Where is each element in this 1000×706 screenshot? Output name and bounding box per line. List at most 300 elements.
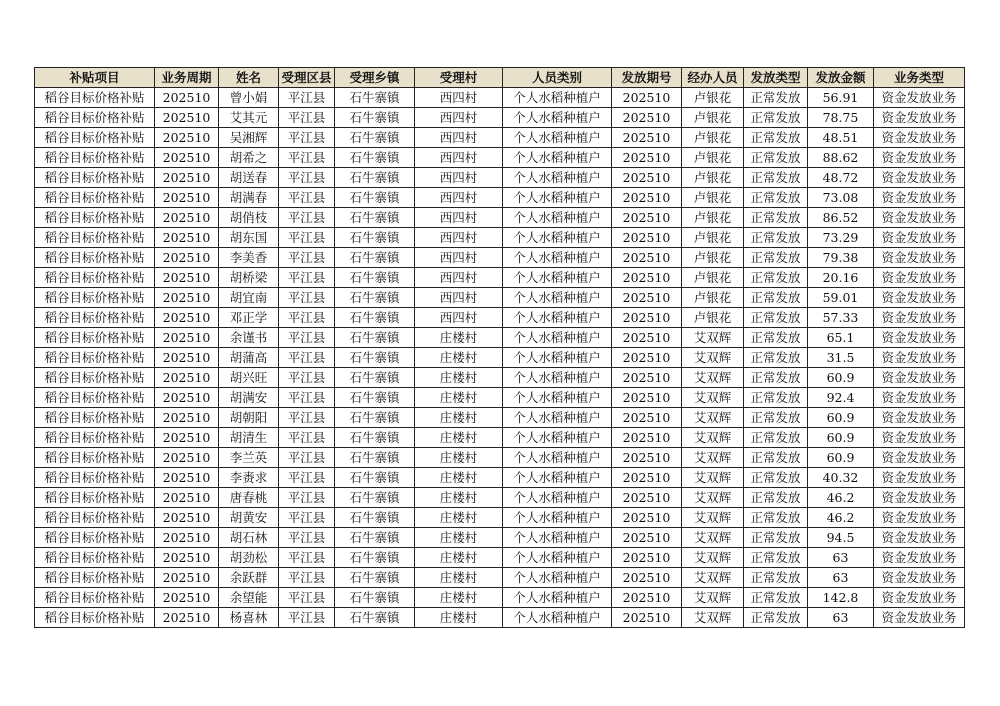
cell-issue-period: 202510 <box>612 368 682 388</box>
cell-subsidy-item: 稻谷目标价格补贴 <box>35 528 155 548</box>
cell-person-category: 个人水稻种植户 <box>503 368 612 388</box>
table-row <box>35 508 965 528</box>
cell-business-type: 资金发放业务 <box>874 188 965 208</box>
cell-village: 庄楼村 <box>415 388 503 408</box>
cell-person-category: 个人水稻种植户 <box>503 528 612 548</box>
cell-township: 石牛寨镇 <box>335 168 415 188</box>
cell-issue-type: 正常发放 <box>744 548 808 568</box>
cell-issue-type: 正常发放 <box>744 388 808 408</box>
cell-person-category: 个人水稻种植户 <box>503 588 612 608</box>
table-row <box>35 548 965 568</box>
cell-county: 平江县 <box>279 528 335 548</box>
cell-business-type: 资金发放业务 <box>874 528 965 548</box>
cell-business-type: 资金发放业务 <box>874 588 965 608</box>
cell-handler: 艾双辉 <box>682 488 744 508</box>
cell-person-category: 个人水稻种植户 <box>503 208 612 228</box>
table-row <box>35 568 965 588</box>
cell-business-type: 资金发放业务 <box>874 428 965 448</box>
cell-name: 胡希之 <box>219 148 279 168</box>
cell-business-type: 资金发放业务 <box>874 148 965 168</box>
cell-subsidy-item: 稻谷目标价格补贴 <box>35 568 155 588</box>
cell-county: 平江县 <box>279 568 335 588</box>
cell-township: 石牛寨镇 <box>335 88 415 108</box>
cell-subsidy-item: 稻谷目标价格补贴 <box>35 228 155 248</box>
cell-issue-period: 202510 <box>612 108 682 128</box>
cell-issue-period: 202510 <box>612 408 682 428</box>
cell-county: 平江县 <box>279 288 335 308</box>
cell-amount: 65.1 <box>808 328 874 348</box>
cell-name: 胡满春 <box>219 188 279 208</box>
cell-county: 平江县 <box>279 248 335 268</box>
cell-township: 石牛寨镇 <box>335 588 415 608</box>
header-subsidy-item: 补贴项目 <box>35 68 155 88</box>
cell-handler: 艾双辉 <box>682 328 744 348</box>
cell-name: 余谨书 <box>219 328 279 348</box>
cell-name: 胡劲松 <box>219 548 279 568</box>
cell-person-category: 个人水稻种植户 <box>503 128 612 148</box>
cell-issue-type: 正常发放 <box>744 208 808 228</box>
cell-issue-period: 202510 <box>612 348 682 368</box>
cell-county: 平江县 <box>279 468 335 488</box>
cell-business-type: 资金发放业务 <box>874 208 965 228</box>
cell-name: 李美香 <box>219 248 279 268</box>
table-row <box>35 428 965 448</box>
header-row <box>35 68 965 88</box>
cell-business-period: 202510 <box>155 328 219 348</box>
cell-handler: 卢银花 <box>682 188 744 208</box>
cell-amount: 57.33 <box>808 308 874 328</box>
cell-person-category: 个人水稻种植户 <box>503 88 612 108</box>
cell-village: 西四村 <box>415 208 503 228</box>
table-row <box>35 128 965 148</box>
cell-person-category: 个人水稻种植户 <box>503 228 612 248</box>
cell-person-category: 个人水稻种植户 <box>503 188 612 208</box>
cell-handler: 艾双辉 <box>682 608 744 628</box>
cell-business-period: 202510 <box>155 268 219 288</box>
cell-issue-period: 202510 <box>612 208 682 228</box>
cell-issue-type: 正常发放 <box>744 108 808 128</box>
cell-handler: 卢银花 <box>682 288 744 308</box>
cell-village: 庄楼村 <box>415 548 503 568</box>
cell-village: 西四村 <box>415 288 503 308</box>
cell-amount: 142.8 <box>808 588 874 608</box>
cell-name: 吴湘辉 <box>219 128 279 148</box>
header-person-category: 人员类别 <box>503 68 612 88</box>
cell-business-period: 202510 <box>155 368 219 388</box>
cell-business-period: 202510 <box>155 308 219 328</box>
cell-business-period: 202510 <box>155 568 219 588</box>
cell-issue-type: 正常发放 <box>744 428 808 448</box>
header-business-period: 业务周期 <box>155 68 219 88</box>
cell-village: 庄楼村 <box>415 588 503 608</box>
cell-township: 石牛寨镇 <box>335 608 415 628</box>
table-row <box>35 88 965 108</box>
table-row <box>35 488 965 508</box>
cell-county: 平江县 <box>279 208 335 228</box>
cell-issue-period: 202510 <box>612 128 682 148</box>
cell-handler: 艾双辉 <box>682 528 744 548</box>
cell-issue-type: 正常发放 <box>744 148 808 168</box>
cell-name: 胡兴旺 <box>219 368 279 388</box>
cell-subsidy-item: 稻谷目标价格补贴 <box>35 608 155 628</box>
cell-issue-period: 202510 <box>612 168 682 188</box>
cell-business-period: 202510 <box>155 248 219 268</box>
cell-township: 石牛寨镇 <box>335 148 415 168</box>
cell-issue-type: 正常发放 <box>744 308 808 328</box>
cell-issue-period: 202510 <box>612 188 682 208</box>
cell-business-period: 202510 <box>155 228 219 248</box>
cell-business-period: 202510 <box>155 548 219 568</box>
cell-amount: 20.16 <box>808 268 874 288</box>
cell-subsidy-item: 稻谷目标价格补贴 <box>35 468 155 488</box>
cell-person-category: 个人水稻种植户 <box>503 448 612 468</box>
cell-handler: 卢银花 <box>682 148 744 168</box>
table-row <box>35 348 965 368</box>
table-row <box>35 148 965 168</box>
cell-business-period: 202510 <box>155 388 219 408</box>
cell-person-category: 个人水稻种植户 <box>503 108 612 128</box>
cell-village: 庄楼村 <box>415 408 503 428</box>
cell-village: 西四村 <box>415 228 503 248</box>
cell-subsidy-item: 稻谷目标价格补贴 <box>35 368 155 388</box>
cell-county: 平江县 <box>279 388 335 408</box>
cell-business-type: 资金发放业务 <box>874 308 965 328</box>
cell-issue-type: 正常发放 <box>744 188 808 208</box>
cell-issue-type: 正常发放 <box>744 348 808 368</box>
cell-person-category: 个人水稻种植户 <box>503 428 612 448</box>
cell-issue-period: 202510 <box>612 468 682 488</box>
cell-amount: 73.08 <box>808 188 874 208</box>
cell-subsidy-item: 稻谷目标价格补贴 <box>35 148 155 168</box>
cell-township: 石牛寨镇 <box>335 188 415 208</box>
table-row <box>35 528 965 548</box>
cell-issue-period: 202510 <box>612 528 682 548</box>
table-row <box>35 608 965 628</box>
cell-issue-period: 202510 <box>612 288 682 308</box>
header-business-type: 业务类型 <box>874 68 965 88</box>
header-issue-type: 发放类型 <box>744 68 808 88</box>
cell-township: 石牛寨镇 <box>335 348 415 368</box>
table-row <box>35 188 965 208</box>
cell-issue-period: 202510 <box>612 88 682 108</box>
cell-amount: 46.2 <box>808 508 874 528</box>
cell-township: 石牛寨镇 <box>335 368 415 388</box>
cell-village: 西四村 <box>415 88 503 108</box>
cell-name: 胡送春 <box>219 168 279 188</box>
cell-county: 平江县 <box>279 108 335 128</box>
cell-issue-type: 正常发放 <box>744 228 808 248</box>
cell-issue-period: 202510 <box>612 248 682 268</box>
cell-amount: 60.9 <box>808 408 874 428</box>
cell-township: 石牛寨镇 <box>335 508 415 528</box>
cell-person-category: 个人水稻种植户 <box>503 248 612 268</box>
cell-business-period: 202510 <box>155 588 219 608</box>
cell-county: 平江县 <box>279 228 335 248</box>
cell-name: 胡宜南 <box>219 288 279 308</box>
cell-business-type: 资金发放业务 <box>874 448 965 468</box>
cell-subsidy-item: 稻谷目标价格补贴 <box>35 248 155 268</box>
cell-county: 平江县 <box>279 588 335 608</box>
cell-handler: 卢银花 <box>682 308 744 328</box>
cell-county: 平江县 <box>279 408 335 428</box>
cell-village: 庄楼村 <box>415 608 503 628</box>
cell-township: 石牛寨镇 <box>335 288 415 308</box>
cell-issue-period: 202510 <box>612 148 682 168</box>
cell-business-type: 资金发放业务 <box>874 228 965 248</box>
table-row <box>35 308 965 328</box>
cell-name: 杨喜林 <box>219 608 279 628</box>
cell-subsidy-item: 稻谷目标价格补贴 <box>35 208 155 228</box>
table-row <box>35 328 965 348</box>
cell-business-type: 资金发放业务 <box>874 168 965 188</box>
cell-name: 余望能 <box>219 588 279 608</box>
cell-amount: 92.4 <box>808 388 874 408</box>
cell-county: 平江县 <box>279 268 335 288</box>
cell-handler: 卢银花 <box>682 268 744 288</box>
cell-name: 李赉求 <box>219 468 279 488</box>
cell-amount: 59.01 <box>808 288 874 308</box>
cell-township: 石牛寨镇 <box>335 108 415 128</box>
header-issue-period: 发放期号 <box>612 68 682 88</box>
cell-business-type: 资金发放业务 <box>874 568 965 588</box>
cell-issue-type: 正常发放 <box>744 588 808 608</box>
cell-subsidy-item: 稻谷目标价格补贴 <box>35 328 155 348</box>
cell-township: 石牛寨镇 <box>335 428 415 448</box>
cell-handler: 卢银花 <box>682 128 744 148</box>
cell-county: 平江县 <box>279 368 335 388</box>
cell-issue-type: 正常发放 <box>744 488 808 508</box>
cell-business-period: 202510 <box>155 488 219 508</box>
cell-handler: 艾双辉 <box>682 408 744 428</box>
cell-business-period: 202510 <box>155 128 219 148</box>
cell-issue-type: 正常发放 <box>744 248 808 268</box>
cell-business-period: 202510 <box>155 168 219 188</box>
cell-business-period: 202510 <box>155 608 219 628</box>
cell-name: 艾其元 <box>219 108 279 128</box>
table-row <box>35 588 965 608</box>
cell-county: 平江县 <box>279 448 335 468</box>
cell-village: 庄楼村 <box>415 528 503 548</box>
cell-name: 胡朝阳 <box>219 408 279 428</box>
cell-township: 石牛寨镇 <box>335 568 415 588</box>
cell-business-type: 资金发放业务 <box>874 388 965 408</box>
cell-business-type: 资金发放业务 <box>874 488 965 508</box>
cell-issue-type: 正常发放 <box>744 508 808 528</box>
cell-issue-type: 正常发放 <box>744 568 808 588</box>
cell-amount: 60.9 <box>808 428 874 448</box>
cell-issue-period: 202510 <box>612 548 682 568</box>
cell-name: 唐春桃 <box>219 488 279 508</box>
cell-amount: 60.9 <box>808 448 874 468</box>
cell-name: 胡石林 <box>219 528 279 548</box>
cell-village: 西四村 <box>415 148 503 168</box>
cell-handler: 艾双辉 <box>682 548 744 568</box>
cell-business-period: 202510 <box>155 448 219 468</box>
header-name: 姓名 <box>219 68 279 88</box>
cell-person-category: 个人水稻种植户 <box>503 548 612 568</box>
cell-business-type: 资金发放业务 <box>874 548 965 568</box>
cell-name: 胡黄安 <box>219 508 279 528</box>
cell-subsidy-item: 稻谷目标价格补贴 <box>35 448 155 468</box>
table-row <box>35 228 965 248</box>
cell-amount: 63 <box>808 568 874 588</box>
cell-village: 庄楼村 <box>415 568 503 588</box>
cell-business-period: 202510 <box>155 88 219 108</box>
cell-person-category: 个人水稻种植户 <box>503 388 612 408</box>
cell-name: 胡蒲高 <box>219 348 279 368</box>
cell-county: 平江县 <box>279 148 335 168</box>
cell-issue-type: 正常发放 <box>744 128 808 148</box>
table-row <box>35 268 965 288</box>
cell-business-type: 资金发放业务 <box>874 128 965 148</box>
cell-business-type: 资金发放业务 <box>874 508 965 528</box>
cell-township: 石牛寨镇 <box>335 488 415 508</box>
cell-person-category: 个人水稻种植户 <box>503 308 612 328</box>
table-row <box>35 368 965 388</box>
cell-person-category: 个人水稻种植户 <box>503 468 612 488</box>
cell-business-period: 202510 <box>155 188 219 208</box>
cell-person-category: 个人水稻种植户 <box>503 168 612 188</box>
cell-handler: 艾双辉 <box>682 348 744 368</box>
cell-village: 庄楼村 <box>415 488 503 508</box>
cell-subsidy-item: 稻谷目标价格补贴 <box>35 108 155 128</box>
cell-issue-type: 正常发放 <box>744 368 808 388</box>
cell-amount: 48.72 <box>808 168 874 188</box>
cell-village: 西四村 <box>415 128 503 148</box>
table-row <box>35 208 965 228</box>
cell-business-type: 资金发放业务 <box>874 268 965 288</box>
cell-business-type: 资金发放业务 <box>874 288 965 308</box>
cell-subsidy-item: 稻谷目标价格补贴 <box>35 428 155 448</box>
cell-name: 曾小娟 <box>219 88 279 108</box>
cell-business-period: 202510 <box>155 508 219 528</box>
cell-handler: 卢银花 <box>682 228 744 248</box>
cell-county: 平江县 <box>279 308 335 328</box>
cell-amount: 86.52 <box>808 208 874 228</box>
cell-village: 庄楼村 <box>415 328 503 348</box>
table-row <box>35 168 965 188</box>
cell-issue-type: 正常发放 <box>744 448 808 468</box>
cell-issue-period: 202510 <box>612 488 682 508</box>
cell-person-category: 个人水稻种植户 <box>503 148 612 168</box>
cell-business-period: 202510 <box>155 108 219 128</box>
cell-business-period: 202510 <box>155 208 219 228</box>
cell-issue-period: 202510 <box>612 568 682 588</box>
table-row <box>35 248 965 268</box>
cell-village: 庄楼村 <box>415 368 503 388</box>
cell-issue-period: 202510 <box>612 508 682 528</box>
cell-subsidy-item: 稻谷目标价格补贴 <box>35 268 155 288</box>
cell-county: 平江县 <box>279 188 335 208</box>
header-handler: 经办人员 <box>682 68 744 88</box>
cell-business-type: 资金发放业务 <box>874 408 965 428</box>
cell-township: 石牛寨镇 <box>335 388 415 408</box>
cell-name: 胡俏枝 <box>219 208 279 228</box>
cell-township: 石牛寨镇 <box>335 328 415 348</box>
cell-township: 石牛寨镇 <box>335 128 415 148</box>
cell-amount: 88.62 <box>808 148 874 168</box>
cell-amount: 46.2 <box>808 488 874 508</box>
cell-county: 平江县 <box>279 168 335 188</box>
cell-person-category: 个人水稻种植户 <box>503 508 612 528</box>
cell-business-type: 资金发放业务 <box>874 368 965 388</box>
cell-handler: 卢银花 <box>682 108 744 128</box>
cell-business-type: 资金发放业务 <box>874 108 965 128</box>
cell-township: 石牛寨镇 <box>335 208 415 228</box>
cell-subsidy-item: 稻谷目标价格补贴 <box>35 548 155 568</box>
cell-township: 石牛寨镇 <box>335 448 415 468</box>
cell-amount: 79.38 <box>808 248 874 268</box>
table-row <box>35 108 965 128</box>
table-row <box>35 468 965 488</box>
cell-township: 石牛寨镇 <box>335 468 415 488</box>
cell-issue-type: 正常发放 <box>744 408 808 428</box>
table-row <box>35 448 965 468</box>
cell-village: 庄楼村 <box>415 428 503 448</box>
cell-business-type: 资金发放业务 <box>874 608 965 628</box>
table-body <box>35 88 965 628</box>
cell-issue-period: 202510 <box>612 608 682 628</box>
cell-person-category: 个人水稻种植户 <box>503 568 612 588</box>
subsidy-table <box>34 67 965 628</box>
cell-subsidy-item: 稻谷目标价格补贴 <box>35 588 155 608</box>
cell-amount: 63 <box>808 608 874 628</box>
cell-name: 余跃群 <box>219 568 279 588</box>
cell-amount: 48.51 <box>808 128 874 148</box>
cell-business-period: 202510 <box>155 148 219 168</box>
cell-township: 石牛寨镇 <box>335 248 415 268</box>
cell-handler: 艾双辉 <box>682 508 744 528</box>
cell-township: 石牛寨镇 <box>335 548 415 568</box>
cell-person-category: 个人水稻种植户 <box>503 408 612 428</box>
cell-issue-period: 202510 <box>612 588 682 608</box>
cell-handler: 艾双辉 <box>682 468 744 488</box>
cell-village: 庄楼村 <box>415 448 503 468</box>
cell-township: 石牛寨镇 <box>335 408 415 428</box>
cell-issue-period: 202510 <box>612 228 682 248</box>
cell-name: 胡东国 <box>219 228 279 248</box>
cell-county: 平江县 <box>279 348 335 368</box>
cell-county: 平江县 <box>279 488 335 508</box>
cell-village: 庄楼村 <box>415 468 503 488</box>
cell-handler: 卢银花 <box>682 168 744 188</box>
cell-handler: 卢银花 <box>682 248 744 268</box>
cell-issue-type: 正常发放 <box>744 88 808 108</box>
cell-county: 平江县 <box>279 328 335 348</box>
cell-name: 胡满安 <box>219 388 279 408</box>
cell-amount: 56.91 <box>808 88 874 108</box>
cell-amount: 73.29 <box>808 228 874 248</box>
header-township: 受理乡镇 <box>335 68 415 88</box>
cell-issue-period: 202510 <box>612 268 682 288</box>
cell-name: 胡桥梁 <box>219 268 279 288</box>
cell-county: 平江县 <box>279 88 335 108</box>
cell-business-type: 资金发放业务 <box>874 88 965 108</box>
cell-handler: 艾双辉 <box>682 588 744 608</box>
cell-issue-period: 202510 <box>612 308 682 328</box>
cell-subsidy-item: 稻谷目标价格补贴 <box>35 508 155 528</box>
cell-handler: 艾双辉 <box>682 448 744 468</box>
cell-township: 石牛寨镇 <box>335 308 415 328</box>
cell-village: 西四村 <box>415 188 503 208</box>
table-row <box>35 408 965 428</box>
subsidy-table-container <box>34 67 965 628</box>
cell-business-period: 202510 <box>155 408 219 428</box>
cell-amount: 60.9 <box>808 368 874 388</box>
header-county: 受理区县 <box>279 68 335 88</box>
cell-village: 西四村 <box>415 308 503 328</box>
table-row <box>35 288 965 308</box>
